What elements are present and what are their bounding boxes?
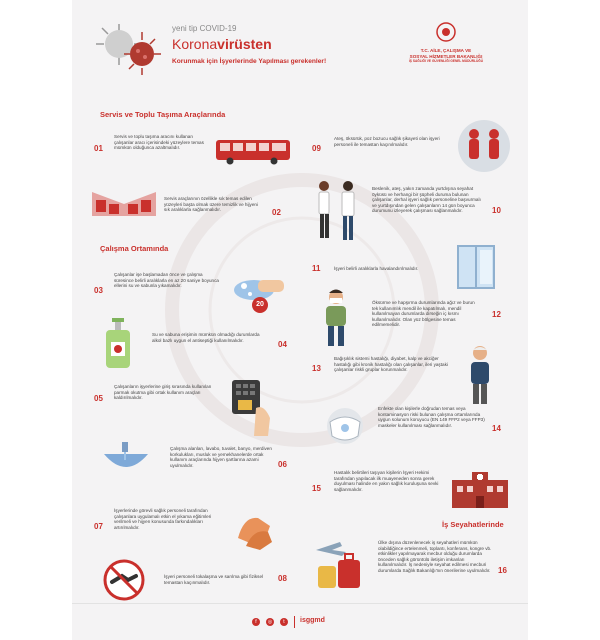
item-09-text: Ateş, öksürük, poz bozucu sağlık şikayeti olan işyeri personeli ile temastan kaçınılmalıdır. [334, 136, 440, 147]
item-12-number: 12 [492, 310, 501, 319]
title-prefix: Korona [172, 36, 218, 52]
footer-divider [294, 616, 295, 628]
page-title [172, 36, 272, 52]
sneezing-person-icon [316, 288, 356, 348]
item-07-text: İşyerlerinde görevli sağlık personeli tarafından çalışanlara uygulamalı etkin el yıkama eğitimleri verilmeli ve hijyen konusunda farkındalıkları artırılmalıdır. [114, 508, 212, 530]
item-02-text: Servis araçlarının özellikle sık temas edilen yüzeyleri başta olmak üzere temizlik ve hijyeni sık aralıklarla sağlanmalıdır. [164, 196, 258, 213]
footer-bar [72, 603, 528, 640]
item-15-number: 15 [312, 484, 321, 493]
travel-luggage-icon [312, 536, 368, 592]
twenty-seconds-badge: 20 [252, 297, 268, 313]
bus-icon [214, 138, 294, 166]
no-handshake-icon [102, 558, 146, 602]
section-work-heading: Çalışma Ortamında [100, 244, 169, 253]
item-05-number: 05 [94, 394, 103, 403]
ministry-line-1: T.C. AİLE, ÇALIŞMA VE [420, 48, 472, 53]
section-transport-heading: Servis ve Toplu Taşıma Araçlarında [100, 110, 226, 119]
infographic-poster [72, 0, 528, 640]
coughing-people-icon [456, 118, 512, 174]
item-07-number: 07 [94, 522, 103, 531]
item-15-text: Hastalık belirtileri taşıyan kişilerin İşyeri Hekimi tarafından yapılacak ilk muayeneden sonra gerek duyulması halinde en yakın sağlık kuruluşuna sevki sağlanmalıdır. [334, 470, 439, 492]
item-03-number: 03 [94, 286, 103, 295]
window-icon [456, 244, 496, 290]
instagram-icon[interactable]: ◎ [267, 619, 273, 625]
item-06-number: 06 [278, 460, 287, 469]
facebook-icon[interactable]: f [252, 618, 260, 626]
page-subtitle: Korunmak için İşyerlerinde Yapılması gerekenler! [172, 58, 327, 65]
item-16-text: Ülke dışına düzenlenecek iş seyahatleri mümkün olabildiğince ertelenmeli, toplantı, konferans, kongre vb. etkinlikler yapılmayarak mecbur olduğu durumlarda önceden sağlık görüntülü iletişim imkanları kullanılmalıdır. İş nedeniyle seyahat edilmesi mecburi durumlarda Sağlık Bakanlığı'nın önerilerine uyulmalıdır. [378, 540, 492, 573]
item-13-number: 13 [312, 364, 321, 373]
item-03-text: Çalışanlar işe başlamadan önce ve çalışma süresince belirli aralıklarla en az 20 saniye boyunca ellerini su ve sabunla yıkamalıdır. [114, 272, 219, 289]
item-14-text: Enfekte olan kişilerle doğrudan temas veya kontaminasyon riski bulunan çalışma ortamlarında uygun solunum koruyucu (EN 149 FFP2 veya FFP3) maskeler kullanılması sağlanmalıdır. [378, 406, 485, 428]
twitter-icon[interactable]: t [280, 618, 288, 626]
section-travel-heading: İş Seyahatlerinde [442, 520, 504, 529]
item-04-number: 04 [278, 340, 287, 349]
item-11-number: 11 [312, 264, 321, 273]
item-10-number: 10 [492, 206, 501, 215]
item-01-text: Servis ve toplu taşıma aracını kullanan çalışanlar aracı içerisindeki yüzeylere temas mümkün olduğunca azaltmalıdır. [114, 134, 204, 151]
face-mask-icon [320, 406, 370, 446]
item-06-text: Çalışma alanları, lavabo, tuvalet, banyo, merdiven korkulukları, musluk ve yemekhanelerde ortak kullanım araçlarında hijyen şartlarına azami uyulmalıdır. [170, 446, 272, 468]
item-13-text: Bağışıklık sistemi hastalığı, diyabet, kalp ve akciğer hastalığı gibi kronik hastalığı olan çalışanlar, ileri yaştaki çalışanlar riskli gruplar korunmalıdır. [334, 356, 448, 373]
item-16-number: 16 [498, 566, 507, 575]
item-14-number: 14 [492, 424, 501, 433]
virus-illustration [94, 22, 164, 77]
item-01-number: 01 [94, 144, 103, 153]
item-08-text: İşyeri personeli tokalaşma ve sarılma gibi fiziksel temastan kaçınmalıdır. [164, 574, 264, 585]
item-04-text: Su ve sabuna erişimin mümkün olmadığı durumlarda alkol bazlı uygun el antiseptiği kullanılmalıdır. [152, 332, 260, 343]
doctor-patient-icon [312, 178, 362, 244]
social-handle[interactable]: isggmd [300, 617, 325, 624]
fingerprint-reader-icon [230, 378, 274, 438]
washing-hands-icon [232, 508, 276, 552]
ministry-line-2: SOSYAL HİZMETLER BAKANLIĞI [409, 53, 483, 59]
sanitizer-bottle-icon [102, 316, 132, 370]
bus-seats-icon [90, 186, 158, 222]
item-08-number: 08 [278, 574, 287, 583]
sink-icon [102, 440, 150, 478]
ministry-logo [436, 20, 456, 44]
pre-title: yeni tip COVID-19 [172, 24, 237, 33]
item-09-number: 09 [312, 144, 321, 153]
hospital-icon [450, 470, 510, 510]
item-02-number: 02 [272, 208, 281, 217]
item-12-text: Öksürme ve hapşırma durumlarında ağız ve burun tek kullanımlık mendil ile kapatılmalı, mendil kullanılmayan durumlarda dirseğin iç kısmı kullanılmalıdır. Olan yüz bölgesine temas edilmemelidir. [372, 300, 475, 328]
item-05-text: Çalışanların işyerlerine giriş sırasında kullanılan parmak okutma gibi ortak kullanım araçları kaldırılmalıdır. [114, 384, 212, 401]
ministry-line-3: İŞ SAĞLIĞI VE GÜVENLİĞİ GENEL MÜDÜRLÜĞÜ [408, 59, 484, 64]
item-11-text: İşyeri belirli aralıklarla havalandırılmalıdır. [334, 266, 419, 271]
item-10-text: Beslenik, ateş, yakın zamanda yurtdışına seyahat öyküsü ve herhangi bir şüpheli duruma bulunan çalışanlar, derhal işyeri sağlık personeline başvurmalı ve yurtdışından gelen çalışanların 14 gün boyunca durumunu izleyerek çalışması sağlanmalıdır. [372, 186, 481, 214]
elderly-person-icon [464, 344, 498, 406]
ministry-name [402, 48, 490, 65]
title-bold: virüsten [217, 36, 272, 52]
